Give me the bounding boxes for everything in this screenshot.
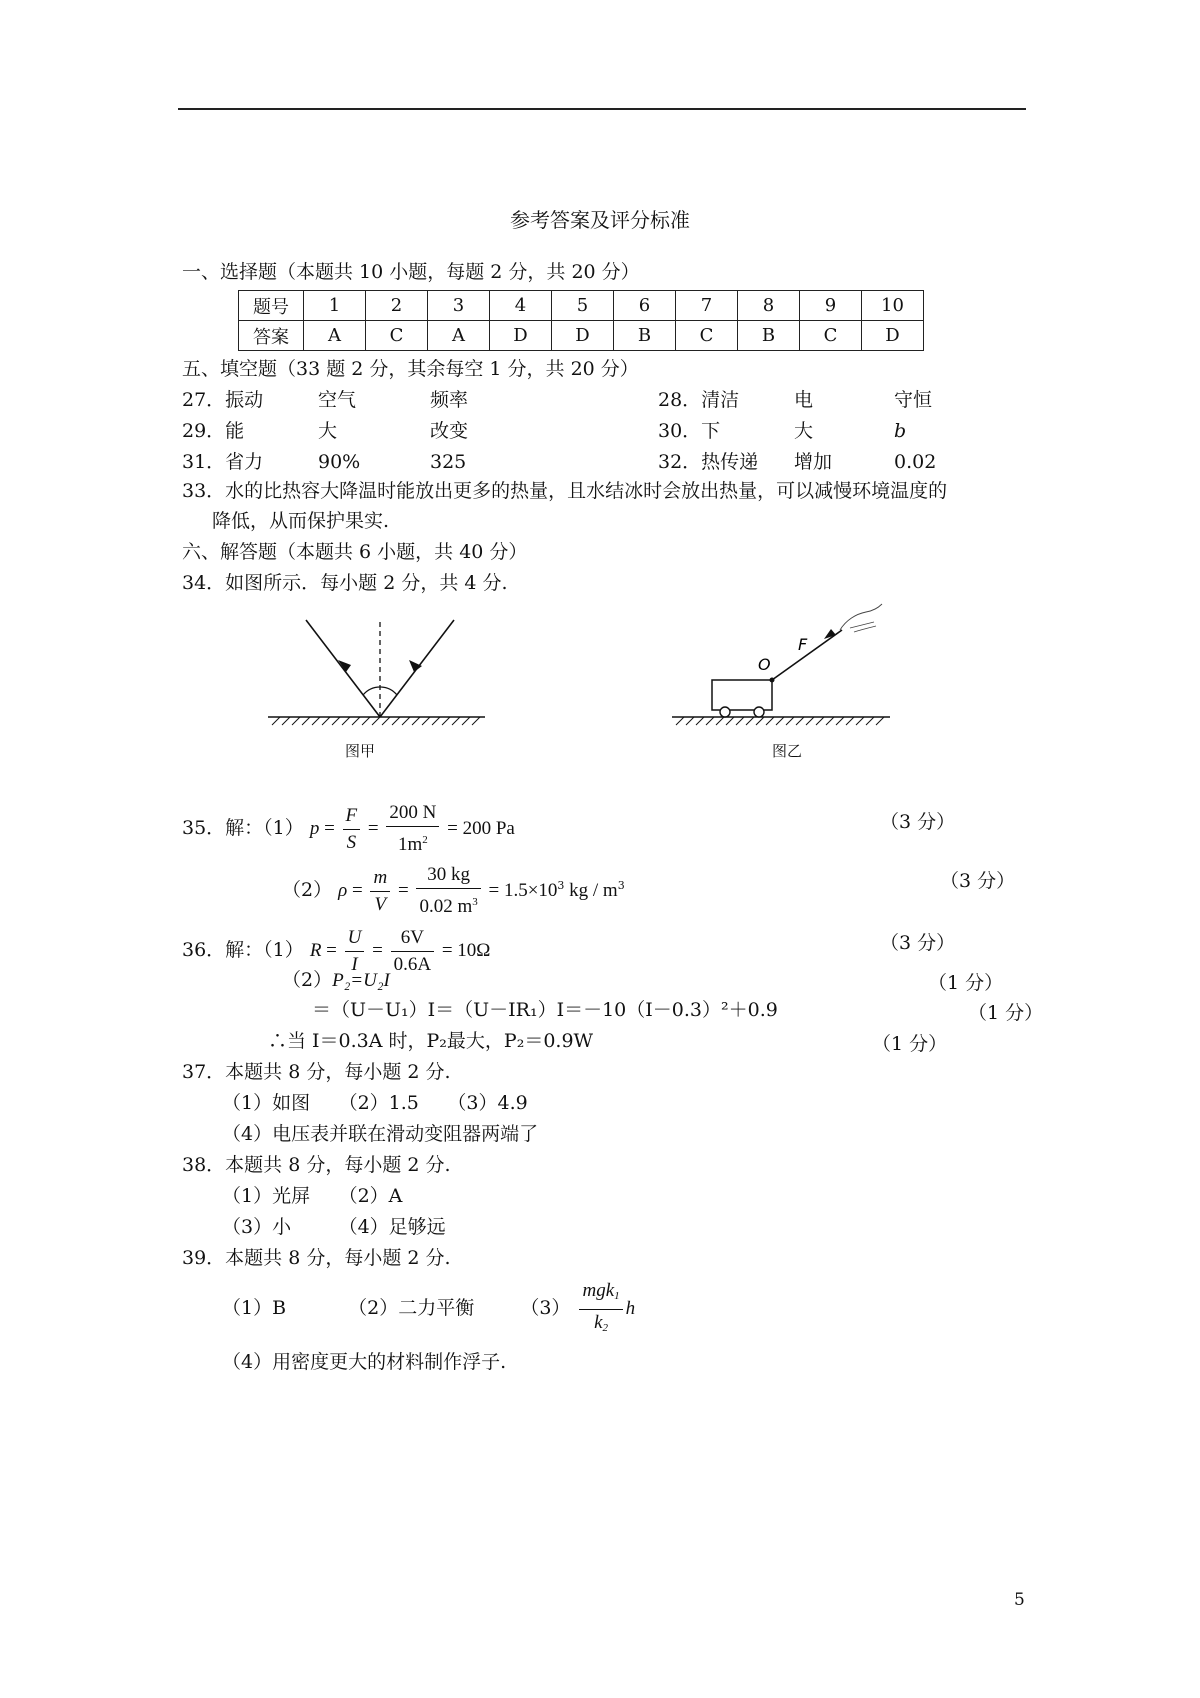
q38-line1: （1）光屏 （2）A xyxy=(222,1185,403,1207)
table-cell-answer: C xyxy=(800,321,862,351)
fill-answer-item: 大 xyxy=(794,420,814,442)
fraction: $\frac{mgk_1}{k_2}$ xyxy=(579,1278,622,1341)
q39-line2: （4）用密度更大的材料制作浮子. xyxy=(222,1351,507,1373)
fill-answer-item: 30．下 xyxy=(658,420,721,442)
q36-part2: （2）P₂=U₂I xyxy=(282,969,390,991)
figure-jia-reflection xyxy=(260,610,490,760)
table-cell-number: 5 xyxy=(552,291,614,321)
fill-answer-item: 增加 xyxy=(794,451,833,473)
label-o: O xyxy=(758,655,771,674)
q38-head: 38．本题共 8 分，每小题 2 分. xyxy=(182,1154,451,1176)
q36-score1: （3 分） xyxy=(880,932,956,954)
fraction: $\frac{m}{V}$ xyxy=(370,865,390,918)
table-cell-number: 8 xyxy=(738,291,800,321)
table-header-cell: 题号 xyxy=(239,291,304,321)
fill-answer-item: b xyxy=(894,420,907,442)
fill-answer-item: 31．省力 xyxy=(182,451,264,473)
table-cell-answer: C xyxy=(366,321,428,351)
table-cell-answer: D xyxy=(862,321,924,351)
q34-text: 34．如图所示．每小题 2 分，共 4 分. xyxy=(182,572,508,594)
q35-score2: （3 分） xyxy=(940,870,1016,892)
table-cell-number: 1 xyxy=(304,291,366,321)
q39-head: 39．本题共 8 分，每小题 2 分. xyxy=(182,1247,451,1269)
q35-score1: （3 分） xyxy=(880,811,956,833)
figure-yi-caption: 图乙 xyxy=(772,742,803,760)
table-cell-number: 6 xyxy=(614,291,676,321)
fraction: $\frac{F}{S}$ xyxy=(343,803,361,856)
table-header-cell: 答案 xyxy=(239,321,304,351)
fill-answer-item: 29．能 xyxy=(182,420,245,442)
q33-line1: 33．水的比热容大降温时能放出更多的热量，且水结冰时会放出热量，可以减慢环境温度的 xyxy=(182,480,948,502)
fill-answer-item: 电 xyxy=(794,389,814,411)
table-cell-number: 3 xyxy=(428,291,490,321)
table-cell-number: 4 xyxy=(490,291,552,321)
table-cell-number: 2 xyxy=(366,291,428,321)
table-row-numbers xyxy=(239,291,924,321)
q33-line2: 降低，从而保护果实. xyxy=(212,510,390,532)
fill-answer-item: 频率 xyxy=(430,389,469,411)
fill-answer-item: 守恒 xyxy=(894,389,933,411)
q39-line1: （1）B （2）二力平衡 （3） $\frac{mgk_1}{k_2}$ h xyxy=(222,1276,635,1340)
q37-line2: （4）电压表并联在滑动变阻器两端了 xyxy=(222,1123,539,1145)
q35-part2: （2） ρ = $\frac{m}{V}$ = $\frac{30 kg}{0.02 m^3}$ = $1.5\times 10^3$ kg / $m^3$ xyxy=(282,858,625,914)
section6-heading: 六、解答题（本题共 6 小题，共 40 分） xyxy=(182,541,528,563)
fill-answer-item: 90% xyxy=(318,451,361,473)
fraction: $\frac{U}{I}$ xyxy=(345,925,365,978)
fraction: $\frac{6V}{0.6A}$ xyxy=(391,925,434,978)
label-f: F xyxy=(798,635,808,654)
figure-yi-cart-force xyxy=(670,600,900,760)
fill-answer-item: 32．热传递 xyxy=(658,451,759,473)
table-cell-answer: D xyxy=(552,321,614,351)
table-cell-answer: D xyxy=(490,321,552,351)
fill-answer-item: 改变 xyxy=(430,420,469,442)
fraction: $\frac{200 N}{1m^2}$ xyxy=(386,800,439,858)
table-cell-answer: A xyxy=(428,321,490,351)
table-cell-answer: A xyxy=(304,321,366,351)
q36-part1: 36．解：（1） R = $\frac{U}{I}$ = $\frac{6V}{0.6A}$ = 10Ω xyxy=(182,922,490,978)
answer-table xyxy=(238,290,924,351)
page-title: 参考答案及评分标准 xyxy=(510,208,690,232)
fill-answer-item: 27．振动 xyxy=(182,389,264,411)
header-rule xyxy=(178,108,1026,110)
table-cell-answer: B xyxy=(738,321,800,351)
table-cell-answer: C xyxy=(676,321,738,351)
fill-answer-item: 325 xyxy=(430,451,467,473)
fill-answer-item: 大 xyxy=(318,420,338,442)
q37-line1: （1）如图 （2）1.5 （3）4.9 xyxy=(222,1092,528,1114)
section1-heading: 一、选择题（本题共 10 小题，每题 2 分，共 20 分） xyxy=(182,261,640,283)
table-cell-number: 7 xyxy=(676,291,738,321)
fill-answer-item: 空气 xyxy=(318,389,357,411)
q36-line3: ＝（U－U₁）I＝（U－IR₁）I＝－10（I－0.3）²＋0.9 xyxy=(312,999,778,1021)
page-number: 5 xyxy=(1014,1590,1025,1610)
section5-heading: 五、填空题（33 题 2 分，其余每空 1 分，共 20 分） xyxy=(182,358,639,380)
q36-line4: ∴当 I＝0.3A 时，P₂最大，P₂＝0.9W xyxy=(268,1030,594,1052)
q36-score3: （1 分） xyxy=(968,1002,1044,1024)
q35-part1: 35．解：（1） p = $\frac{F}{S}$ = $\frac{200 N}{1m^2}$ = 200 Pa xyxy=(182,800,515,856)
figure-jia-caption: 图甲 xyxy=(345,742,376,760)
q36-score2: （1 分） xyxy=(928,972,1004,994)
fill-answer-item: 28．清洁 xyxy=(658,389,740,411)
fraction: $\frac{30 kg}{0.02 m^3}$ xyxy=(416,862,480,920)
q36-score4: （1 分） xyxy=(872,1033,948,1055)
table-cell-answer: B xyxy=(614,321,676,351)
table-row-answers xyxy=(239,321,924,351)
table-cell-number: 9 xyxy=(800,291,862,321)
fill-answer-item: 0.02 xyxy=(894,451,937,473)
q37-head: 37．本题共 8 分，每小题 2 分. xyxy=(182,1061,451,1083)
q38-line2: （3）小 （4）足够远 xyxy=(222,1216,446,1238)
table-cell-number: 10 xyxy=(862,291,924,321)
